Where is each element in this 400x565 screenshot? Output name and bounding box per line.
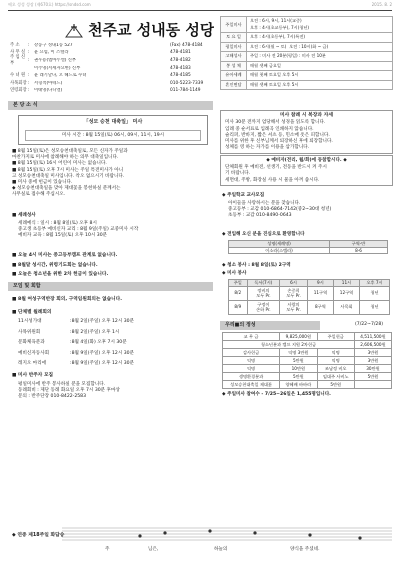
info-phone: 010-5223-7339 (170, 80, 204, 86)
baptism-item: 예비자 교육 : 8월 15일(토) 오후 10시 30분 (18, 233, 108, 239)
offering-cell: 주일헌금 (317, 333, 354, 341)
mass-row (221, 17, 393, 33)
info-row (10, 65, 215, 73)
eco-line: 단체회원 후 예비전, 선생기, 전동을 반드시 켜 주시 (225, 165, 327, 171)
eco-title: ◆ 예비자(전리, 월/화)에 동참합시다. ◆ (266, 158, 347, 163)
serve-cell: 사목회 (333, 300, 359, 314)
eco-line: 기 바랍니다. (225, 171, 251, 177)
organist-item: 동례회비 : 제단 동례 화요일 오후 7시 30분 후마상 (18, 388, 120, 394)
meeting-colon: : (70, 319, 72, 324)
baptism-title: ■ 세례성사 (12, 213, 36, 218)
offering-cell: 10만원 (280, 365, 317, 373)
info-key: 주 임 신 부 (10, 55, 26, 66)
offering-cell: 9,825,000원 (280, 333, 317, 341)
mass-value: 오전 : 6시, 9시, 11시(교중) 오후 : 4시(초교등부), 7시(청년) (247, 17, 393, 33)
notice-item: ■ 8월 15일(토) 오후 7시 미사는 주일 특전미사가 아니 (12, 167, 124, 173)
info-value: 이태영(다니엘) (34, 88, 63, 94)
mass-row (221, 52, 393, 62)
welcome-cell-name: 이소라(스텔라) (229, 247, 330, 254)
info-value: 윤 레기날다, 오 헤드로 수녀 (34, 73, 87, 79)
offering-cell: 익명 3만원 (280, 349, 317, 357)
serve-cell: 8/9 (229, 300, 248, 314)
mass-key: 혼인면담 (221, 80, 247, 90)
offering-cell: 30만원 (354, 365, 391, 373)
notice-list (12, 149, 212, 199)
mass-value: 매월 첫째 토요일 오후 5시 (247, 71, 393, 81)
offering-table (222, 332, 392, 389)
info-row (10, 57, 215, 65)
offering-cell: 익명 (223, 365, 280, 373)
serve-cell: 구정이 손하 Pr. (247, 300, 280, 314)
info-colon: : (28, 73, 30, 79)
notice-item: 고 성모승천대축일 미사입니다. 착오 없으시기 바랍니다. (12, 173, 125, 179)
extra-item: ■ 8월달 성시간, 위령기도회는 없습니다. (12, 262, 98, 268)
organist-list (18, 382, 213, 401)
offering-cell: 익명 (317, 349, 354, 357)
baptism-item: 세례예식 : 일시 : 8월 8일(토) 오후 8시 (18, 221, 97, 226)
serve-title: ◆ 미사 봉사 (222, 271, 247, 276)
eco-line: 세면대, 주방, 화장실 사용 시 물을 아껴 씁시다. (225, 177, 320, 183)
etiquette-line: 미사 30분 전까지 엄당해서 성경을 읽도록 합니다. (225, 120, 326, 126)
hymn-word-3: 하늘의 (214, 547, 228, 552)
meeting-row (18, 330, 208, 341)
offering-row (223, 357, 392, 365)
hymn-label: ◆ 연중 제18주일 화답송 (12, 533, 65, 538)
assumption-box (18, 115, 208, 145)
meeting-time: 8월 9일(주일) 오후 12시 30분 (71, 361, 135, 366)
offering-cell: 양혜배 바바라 (280, 381, 317, 389)
offering-cell: 생명환경분과 (223, 373, 280, 381)
hymn-staff (10, 402, 392, 562)
etiquette-line: 성체를 영 하는 자가를 이용을 삼가합니다. (225, 145, 310, 151)
serve-head-cell: 11시 (333, 280, 359, 287)
mass-key: 유아세례 (221, 71, 247, 81)
header-left: 에오 성성 성장 (제670호) https://sndsd.com (8, 2, 91, 7)
meeting-time: 8월 4일(화) 오후 7시 30분 (71, 340, 127, 345)
notice-item: ■ 8월 15일(토)은 성모승천대축일로, 모든 신자가 주일과 (12, 149, 128, 154)
offering-cell: 3만원 (354, 357, 391, 365)
welcome-title: ◆ 전입해 오신 분을 진심으로 환영합니다 (222, 232, 305, 237)
meeting-colon: : (70, 350, 72, 356)
offering-cell: 임대주 사비노 (317, 373, 354, 381)
info-phone: 478-4183 (170, 65, 191, 71)
assumption-times: 미사 시간 : 8월 15일(토) 06시, 09시, 11시, 19시 (61, 133, 165, 138)
offering-cell: 5만원 (354, 373, 391, 381)
parish-info (10, 42, 215, 95)
group-section-title: 모임 및 회합 (8, 282, 213, 291)
serve-cell: 사랑의 모두 Pr. (280, 300, 308, 314)
mass-row (221, 33, 393, 43)
meeting-row (18, 351, 208, 362)
offering-row (223, 373, 392, 381)
info-value: 강동구 성내1동 527 (34, 42, 73, 48)
group-title2: ■ 단체별 월례회의 (12, 310, 52, 315)
info-key: 사목회장 (10, 80, 27, 86)
info-colon: : (28, 58, 30, 64)
etiquette-line: 입례 중 순서표로 입례곡 인쇄하지 않습니다. (225, 126, 314, 132)
offering-row (223, 349, 392, 357)
organist-item: 평일미사에 반주 봉사하실 분을 모집합니다. (18, 382, 106, 387)
mass-key: 토 요 일 (221, 33, 247, 43)
serve-cell: 8/2 (229, 286, 248, 300)
offering-cell: 5만원 (280, 373, 317, 381)
stats-range: (7/22~7/28) (355, 322, 384, 327)
welcome-cell-area: 8-6 (330, 247, 388, 254)
serve-head-cell: 독서(7시) (247, 280, 280, 287)
meeting-name: 사목위원회 (18, 329, 41, 335)
offering-cell: 교 무 금 (223, 333, 280, 341)
baptism-item: 중고생 초등부 예비신자 교리 : 8월 9일(주일) 교중미사 시작 (18, 227, 139, 233)
serve-cell: 8구역 (307, 300, 333, 314)
offering-cell: 5만원 (317, 381, 354, 389)
offering-row (223, 333, 392, 341)
extra-notices (12, 251, 212, 280)
offering-cell: 2,606,500원 (354, 341, 391, 349)
info-colon: : (28, 80, 30, 86)
offering-cell (354, 381, 391, 389)
meeting-name: 문화체육분과 (18, 340, 45, 345)
mass-etiquette-box (220, 110, 393, 154)
info-row (10, 72, 215, 80)
extra-item: ■ 오늘은 청소년을 위한 2차 헌금이 있습니다. (12, 272, 109, 278)
hymn-word-4: 양식을 주셨네. (290, 547, 320, 552)
notice-item: 마찬가지로 미사에 참례해야 하는 의무 대축일입니다. (12, 155, 119, 161)
welcome-head-name: 성명(세례명) (229, 241, 330, 248)
teacher-item: 아이들을 사랑하시는 분을 찾습니다. (228, 201, 301, 206)
offering-row (223, 341, 392, 349)
offering-cell: 익명 (223, 357, 280, 365)
mass-key: 고해성사 (221, 52, 247, 62)
info-key: 연령회장 (10, 88, 27, 94)
meeting-time: 8월 9일(주일) 오후 12시 30분 (71, 350, 135, 356)
teacher-title: ◆ 주일학교 교사모집 (222, 193, 265, 198)
meeting-list (18, 319, 208, 372)
teacher-item: 중고등부 : 교감 010-6864-7142(중2~30대 청년) (228, 207, 332, 213)
etiquette-line: 슬리퍼, 반바지, 짧은 셔츠 등, 민소매 옷은 피합니다. (225, 132, 330, 138)
welcome-head-area: 구역-반 (330, 241, 388, 248)
mass-row (221, 71, 393, 81)
etiquette-line: 미사를 위한 후 신부님께서 퇴장하신 후에 퇴장합니다. (225, 139, 333, 145)
teacher-item: 초등부 : 교감 010-8490-0643 (228, 213, 292, 219)
mass-key: 봉 성 체 (221, 61, 247, 71)
offering-cell: 감사헌금 (223, 349, 280, 357)
info-colon: : (28, 42, 30, 48)
mass-value: 매월 셋째 금요일 (247, 61, 393, 71)
info-phone: 478-4182 (170, 58, 191, 64)
organist-title: ■ 미사 반주자 모집 (12, 373, 54, 378)
serve-row (229, 300, 390, 314)
meeting-name: 레지오 마리애 (18, 361, 47, 366)
mass-key: 주일미사 (221, 17, 247, 33)
info-colon: : (28, 88, 30, 94)
info-value: 이주영(서세자요한) 신부 (34, 65, 81, 71)
teacher-list (228, 201, 393, 220)
mass-value: 주일 : 미사 전 20분(평일) : 미사 전 10분 (247, 52, 393, 62)
info-phone: 478-4185 (170, 73, 191, 79)
meeting-row (18, 319, 208, 330)
eco-box (220, 155, 393, 186)
mass-row (221, 80, 393, 90)
organist-item: 문의 : 반주단장 010-8422-2583 (18, 394, 87, 400)
info-phone: (Fax) 478-4184 (170, 42, 203, 48)
serve-cell: 12구역 (333, 286, 359, 300)
church-logo-icon (64, 23, 84, 39)
serve-cell: 정비의 모두 Pr. (247, 286, 280, 300)
offering-cell: 성모승천대축일 제대꽃 (223, 381, 280, 389)
mass-key: 평일미사 (221, 42, 247, 52)
info-value: 서형적(아테드) (34, 80, 63, 86)
offering-cell: 익명 (317, 357, 354, 365)
welcome-table (228, 240, 388, 254)
info-row (10, 88, 215, 96)
mass-value: 매월 셋째 토요일 오후 5시 (247, 80, 393, 90)
offering-cell: 4,511,500원 (354, 333, 391, 341)
meeting-name: 11시성가대 (18, 319, 42, 324)
info-row (10, 80, 215, 88)
notice-item: ◆ 성모승천대축일을 맞아 제대꽃을 봉헌하실 분께서는 (12, 186, 121, 192)
mass-row (221, 42, 393, 52)
serve-cell: 청년 (360, 286, 390, 300)
info-key: 주 소 (10, 42, 20, 48)
assumption-title: 「성모 승천 대축일」 미사 (83, 119, 143, 125)
header-date: 2015. 8. 2 (371, 2, 392, 7)
baptism-list (18, 221, 213, 240)
meeting-row (18, 361, 208, 372)
info-phone: 478-4181 (170, 50, 191, 56)
serve-head-cell: 6시 (280, 280, 308, 287)
mass-value: 오후 : 4시(초등부), 7시(특전) (247, 33, 393, 43)
info-key: 수 녀 원 (10, 73, 26, 79)
header-rule (8, 10, 392, 11)
meeting-colon: : (70, 361, 72, 366)
info-row (10, 50, 215, 58)
info-row (10, 42, 215, 50)
hymn-word-1: 주 (105, 547, 110, 552)
hymn-word-2: 님은, (148, 547, 159, 552)
offering-cell: 조남정 비오 (317, 365, 354, 373)
offering-cell: 청소년분과 캠프 지원 2차헌금 (223, 341, 355, 349)
mass-schedule-table (220, 16, 393, 90)
offering-row (223, 365, 392, 373)
mass-row (221, 61, 393, 71)
mass-value: 오전 : 6시(월 ~ 토) 오전 : 10시(화 ~ 금) (247, 42, 393, 52)
meeting-name: 예비신자동사회 (18, 350, 50, 356)
serve-cell: 11구역 (307, 286, 333, 300)
info-value: 윤 요섭, 이 스텔라 (34, 50, 69, 56)
meeting-colon: : (70, 329, 72, 335)
mass-etiquette-title: 미사 참례 시 복장과 자세 (279, 113, 334, 118)
stats-note: ◆ 주일미사 참여수 - 7/25~26일은 1,455명입니다. (222, 392, 331, 397)
meeting-colon: : (70, 340, 72, 345)
serve-head (229, 280, 390, 287)
serve-head-cell: 주일 (229, 280, 248, 287)
extra-item: ■ 오늘 4시 미사는 중고등부캠프 관계로 없습니다. (12, 253, 118, 258)
stats-section-title: 우리■의 정성 (220, 321, 320, 330)
meeting-time: 8월 2일(주일) 오후 12시 30분 (71, 319, 135, 324)
meeting-time: 8월 2일(주일) 오후 1시 (71, 329, 120, 335)
offering-cell: 3만원 (354, 349, 391, 357)
page-title: 천주교 성내동 성당 (88, 21, 215, 39)
notice-item: ■ 8월 15일(토) 16시 어린이 미사는 없습니다. (12, 161, 107, 167)
serve-cell: 손중희 모두 Pr. (280, 286, 308, 300)
notice-item: 사무실로 접수해 주십시오. (12, 192, 66, 198)
info-key: 사 무 실 (10, 50, 26, 56)
offering-row (223, 381, 392, 389)
info-phone: 011-784-1149 (170, 88, 201, 94)
group-line1: ■ 8월 여성구역반장 회의, 구역임원회의는 없습니다. (12, 297, 122, 302)
notice-item: ■ 미사 중에 헌금이 있습니다. (12, 179, 73, 185)
serve-row (229, 286, 390, 300)
notice-section-title: 본 당 소 식 (8, 101, 213, 110)
info-value: 권우용(엠마누엘) 신부 (34, 58, 77, 64)
meeting-row (18, 340, 208, 351)
serve-head-cell: 오후 7시 (360, 280, 390, 287)
mass-serve-table (228, 279, 390, 315)
info-colon: : (28, 50, 30, 56)
cleaning-title: ◆ 청소 봉사 : 8월 8일(토) 2구역 (222, 263, 291, 268)
serve-cell: 청년 (360, 300, 390, 314)
offering-cell: 5만원 (280, 357, 317, 365)
serve-head-cell: 9시 (307, 280, 333, 287)
